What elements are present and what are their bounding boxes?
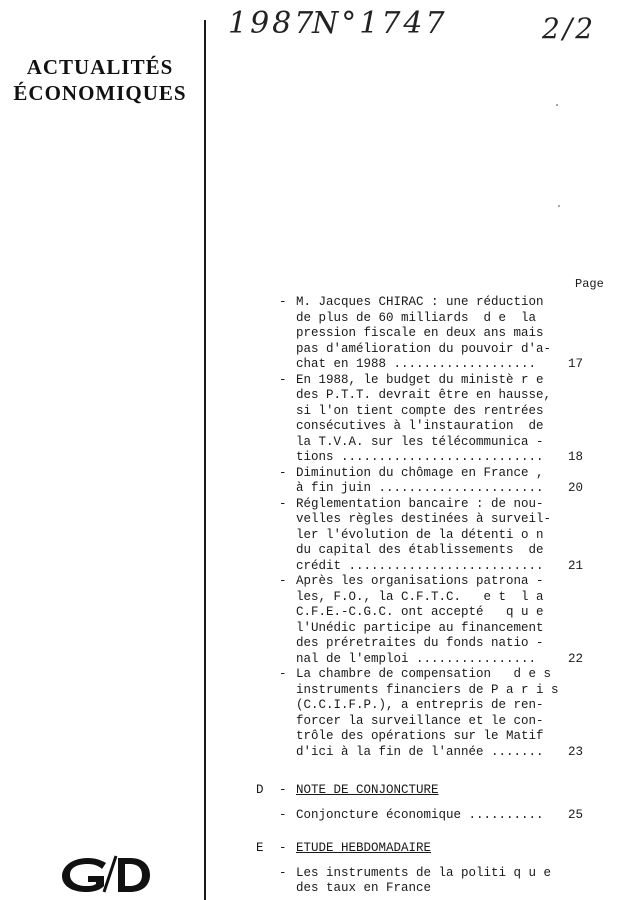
toc-entry-line: l'Unédic participe au financement: [296, 620, 544, 635]
handwritten-sheet: 2/2: [542, 12, 597, 45]
toc-entry-text: [296, 496, 552, 575]
toc-entry-dash: -: [279, 865, 287, 880]
publication-title-line1: ACTUALITÉS: [26, 55, 174, 79]
toc-entry-line: pression fiscale en deux ans mais: [296, 326, 544, 340]
toc-entry-dash: -: [279, 496, 287, 511]
toc-entry-text: [296, 807, 544, 824]
handwritten-number: N°1747: [312, 6, 448, 41]
toc-entry-page: 21: [568, 558, 584, 573]
toc-entry-line: forcer la surveillance et le con-: [296, 713, 544, 728]
toc-entry-line: des P.T.T. devrait être en hausse,: [296, 388, 552, 402]
toc-entry-line: consécutives à l'instauration de: [296, 419, 544, 433]
toc-entry-line: Après les organisations patrona -: [296, 574, 544, 588]
toc-entry-text: [296, 465, 544, 497]
toc-entry-page: 20: [568, 481, 584, 495]
toc-entry-dash: -: [279, 372, 287, 387]
toc-entry-line: pas d'amélioration du pouvoir d'a-: [296, 341, 552, 356]
toc-entry-dash: -: [279, 295, 287, 309]
toc-entry-line: de plus de 60 milliards d e la: [296, 310, 537, 325]
toc-entry-line: Diminution du chômage en France ,: [296, 465, 544, 480]
toc-entry-text: [296, 372, 552, 466]
toc-entry-page: 18: [568, 450, 584, 464]
toc-entry-page: 25: [568, 807, 584, 822]
handwritten-year: 1987: [228, 6, 317, 41]
toc-entry-line: la T.V.A. sur les télécommunica -: [296, 434, 544, 449]
toc-entry-dash: -: [279, 667, 287, 681]
toc-entry-line: velles règles destinées à surveil-: [296, 512, 552, 526]
toc-entry-line: tions ...........................: [296, 450, 544, 464]
toc-entry-line: C.F.E.-C.G.C. ont accepté q u e: [296, 605, 544, 619]
toc-entry-line: ler l'évolution de la détenti o n: [296, 527, 544, 542]
toc-entry-page: 22: [568, 651, 584, 666]
toc-entry-dash: -: [279, 465, 287, 480]
toc-entry-line: M. Jacques CHIRAC : une réduction: [296, 295, 544, 309]
toc-section-letter: D: [256, 783, 264, 797]
toc-entry-line: à fin juin ......................: [296, 481, 544, 495]
toc-entry-line: crédit ..........................: [296, 558, 544, 573]
toc-entry-text: [296, 667, 559, 760]
toc-entry-line: La chambre de compensation d e s: [296, 667, 552, 681]
toc-entry-line: du capital des établissements de: [296, 543, 544, 557]
toc-entry-line: (C.C.I.F.P.), a entrepris de ren-: [296, 698, 544, 712]
toc-entry-line: trôle des opérations sur le Matif: [296, 729, 544, 743]
toc-entry-text: [296, 295, 552, 373]
column-divider: [204, 20, 206, 900]
toc-section-dash: -: [279, 783, 287, 797]
toc-entry-line: Réglementation bancaire : de nou-: [296, 496, 544, 511]
toc-entry-text: [296, 574, 544, 667]
scan-speck: [556, 104, 558, 106]
publication-title: [4, 54, 196, 106]
toc-entry-line: si l'on tient compte des rentrées: [296, 403, 544, 418]
toc-entry-dash: -: [279, 574, 287, 588]
toc-section-title: ETUDE HEBDOMADAIRE: [296, 841, 432, 855]
toc-entry-line: Conjoncture économique ..........: [296, 807, 544, 822]
gd-logo-icon: [58, 852, 154, 896]
toc-entry-line: chat en 1988 ...................: [296, 357, 537, 371]
scan-speck: [558, 205, 560, 207]
toc-entry-text: [296, 865, 552, 897]
publication-title-line2: ÉCONOMIQUES: [13, 81, 187, 105]
page-column-header: Page: [575, 277, 604, 291]
toc-entry-line: nal de l'emploi ................: [296, 651, 537, 666]
toc-entry-page: 17: [568, 357, 584, 371]
toc-entry-line: Les instruments de la politi q u e: [296, 865, 552, 880]
toc-entry-line: d'ici à la fin de l'année .......: [296, 744, 544, 759]
toc-section-title: NOTE DE CONJONCTURE: [296, 783, 439, 797]
toc-section-letter: E: [256, 841, 264, 855]
toc-entry-line: En 1988, le budget du ministè r e: [296, 372, 544, 387]
toc-entry-line: des préretraites du fonds natio -: [296, 636, 544, 650]
toc-entry-line: instruments financiers de P a r i s: [296, 682, 559, 697]
toc-section-dash: -: [279, 841, 287, 855]
toc-entry-page: 23: [568, 744, 584, 759]
toc-entry-dash: -: [279, 807, 287, 822]
toc-entry-line: des taux en France: [296, 881, 432, 895]
toc-entry-line: les, F.O., la C.F.T.C. e t l a: [296, 589, 544, 604]
